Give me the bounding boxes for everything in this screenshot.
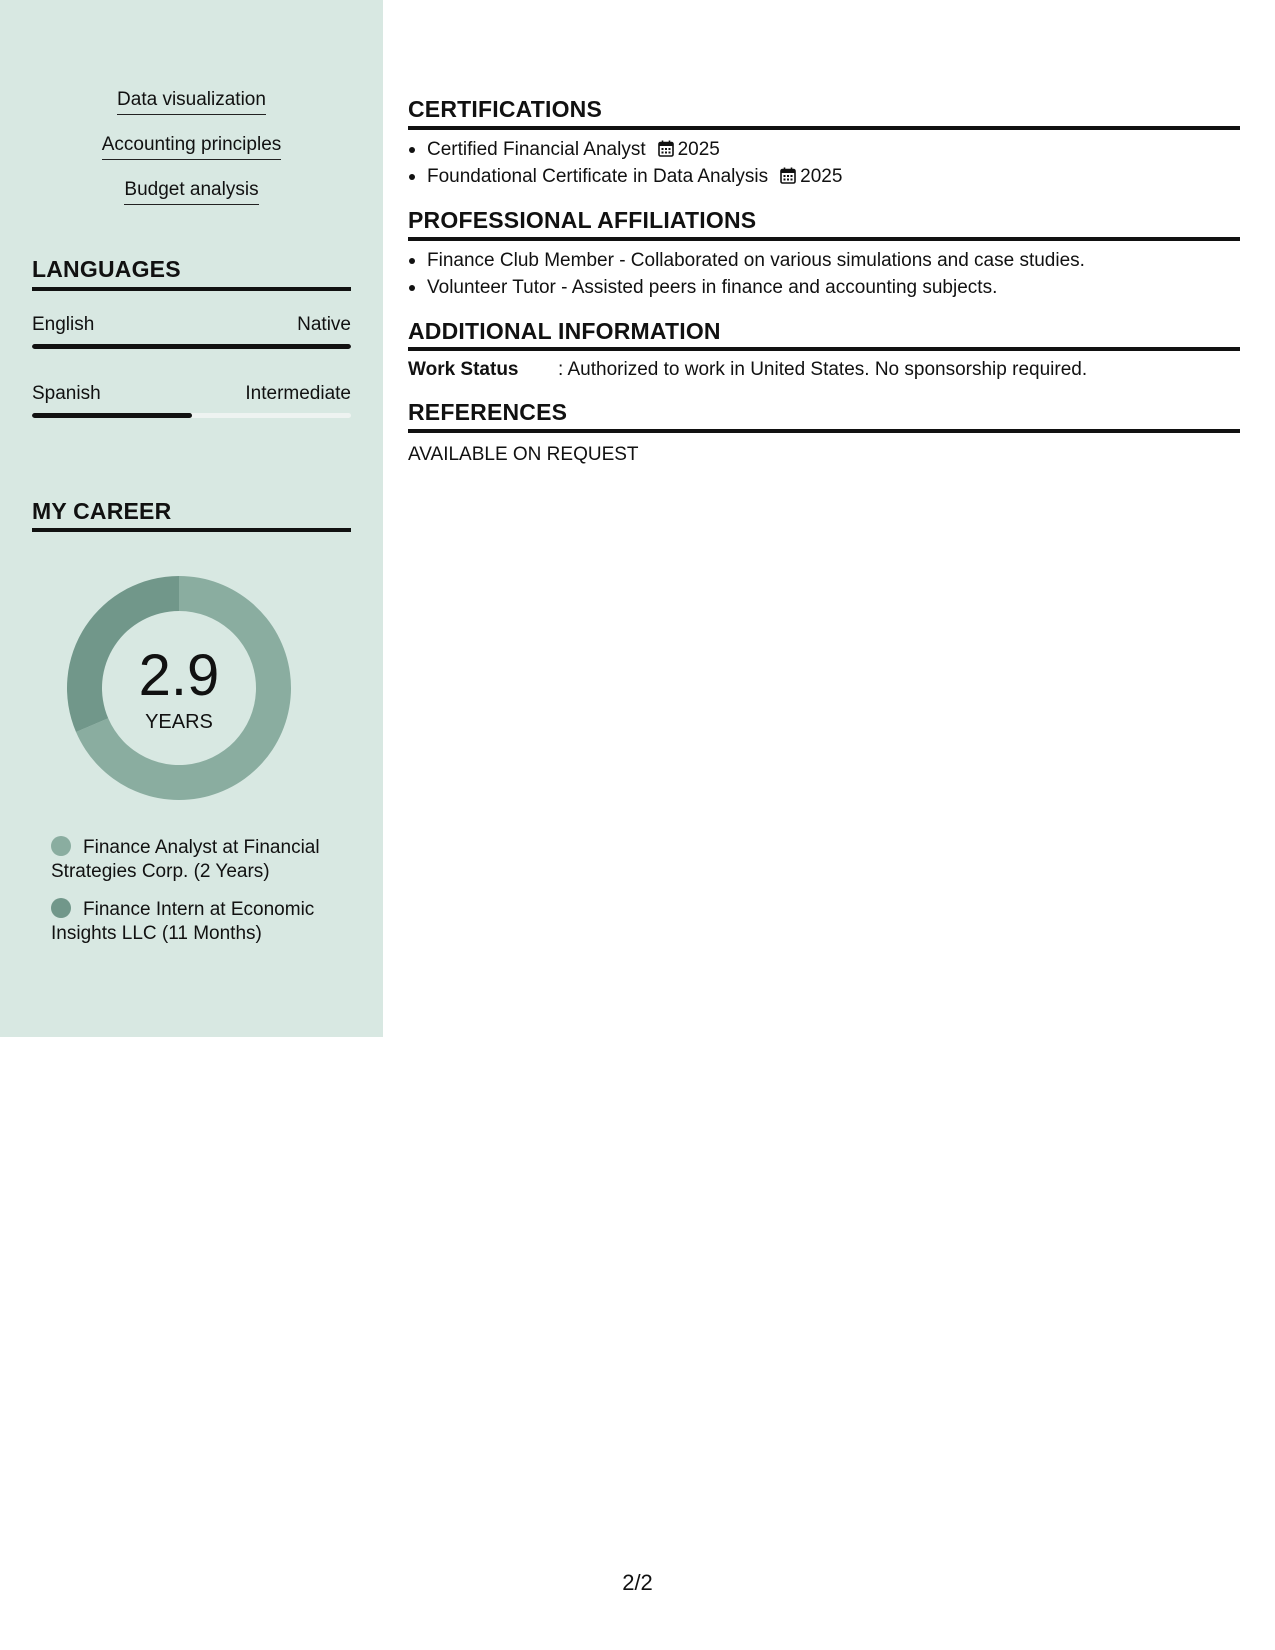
language-row-spanish xyxy=(32,382,351,406)
work-status-label: Work Status xyxy=(408,359,519,380)
career-legend-label: Finance Intern at Economic Insights LLC (11 Months) xyxy=(51,899,315,944)
skill-label: Accounting principles xyxy=(102,133,282,160)
languages-rule xyxy=(32,287,351,291)
legend-dot xyxy=(51,898,71,918)
references-title: REFERENCES xyxy=(408,399,568,425)
certification-item xyxy=(408,136,1238,163)
language-name: English xyxy=(32,314,95,335)
skill-item xyxy=(0,88,383,115)
language-bar-english xyxy=(32,344,351,349)
affiliation-item: Volunteer Tutor - Assisted peers in finance and accounting subjects. xyxy=(408,274,1238,301)
career-title: MY CAREER xyxy=(32,498,172,524)
language-bar-fill xyxy=(32,413,192,418)
skill-label: Data visualization xyxy=(117,88,266,115)
language-level: Native xyxy=(297,314,351,335)
additional-info-title: ADDITIONAL INFORMATION xyxy=(408,318,721,344)
affiliations-rule xyxy=(408,237,1240,241)
language-bar-spanish xyxy=(32,413,351,418)
career-legend-item xyxy=(51,836,341,884)
skill-label: Budget analysis xyxy=(124,178,258,205)
language-name: Spanish xyxy=(32,383,101,404)
skill-item xyxy=(0,133,383,160)
work-status-value: : Authorized to work in United States. No sponsorship required. xyxy=(558,359,1088,380)
language-level: Intermediate xyxy=(245,383,351,404)
career-legend-item xyxy=(51,898,341,946)
career-legend-label: Finance Analyst at Financial Strategies Corp. (2 Years) xyxy=(51,837,320,882)
career-total-unit: YEARS xyxy=(145,711,213,733)
work-status xyxy=(408,358,1087,382)
certification-year: 2025 xyxy=(800,166,843,187)
sidebar xyxy=(0,0,383,1037)
certification-item xyxy=(408,163,1238,190)
legend-dot xyxy=(51,836,71,856)
affiliations-list xyxy=(408,247,1238,301)
calendar-icon xyxy=(658,140,674,157)
language-bar-fill xyxy=(32,344,351,349)
career-total-years: 2.9 xyxy=(138,643,220,708)
page-number: 2/2 xyxy=(622,1570,653,1595)
references-rule xyxy=(408,429,1240,433)
certifications-list xyxy=(408,136,1238,190)
skill-item xyxy=(0,178,383,205)
languages-title: LANGUAGES xyxy=(32,256,181,282)
certification-name: Certified Financial Analyst xyxy=(427,139,646,160)
certifications-title: CERTIFICATIONS xyxy=(408,96,603,122)
affiliation-item: Finance Club Member - Collaborated on various simulations and case studies. xyxy=(408,247,1238,274)
affiliations-title: PROFESSIONAL AFFILIATIONS xyxy=(408,207,757,233)
language-row-english xyxy=(32,313,351,337)
certification-name: Foundational Certificate in Data Analysis xyxy=(427,166,769,187)
career-rule xyxy=(32,528,351,532)
certifications-rule xyxy=(408,126,1240,130)
calendar-icon xyxy=(780,167,796,184)
references-text: AVAILABLE ON REQUEST xyxy=(408,444,639,465)
certification-year: 2025 xyxy=(677,139,720,160)
additional-info-rule xyxy=(408,347,1240,351)
